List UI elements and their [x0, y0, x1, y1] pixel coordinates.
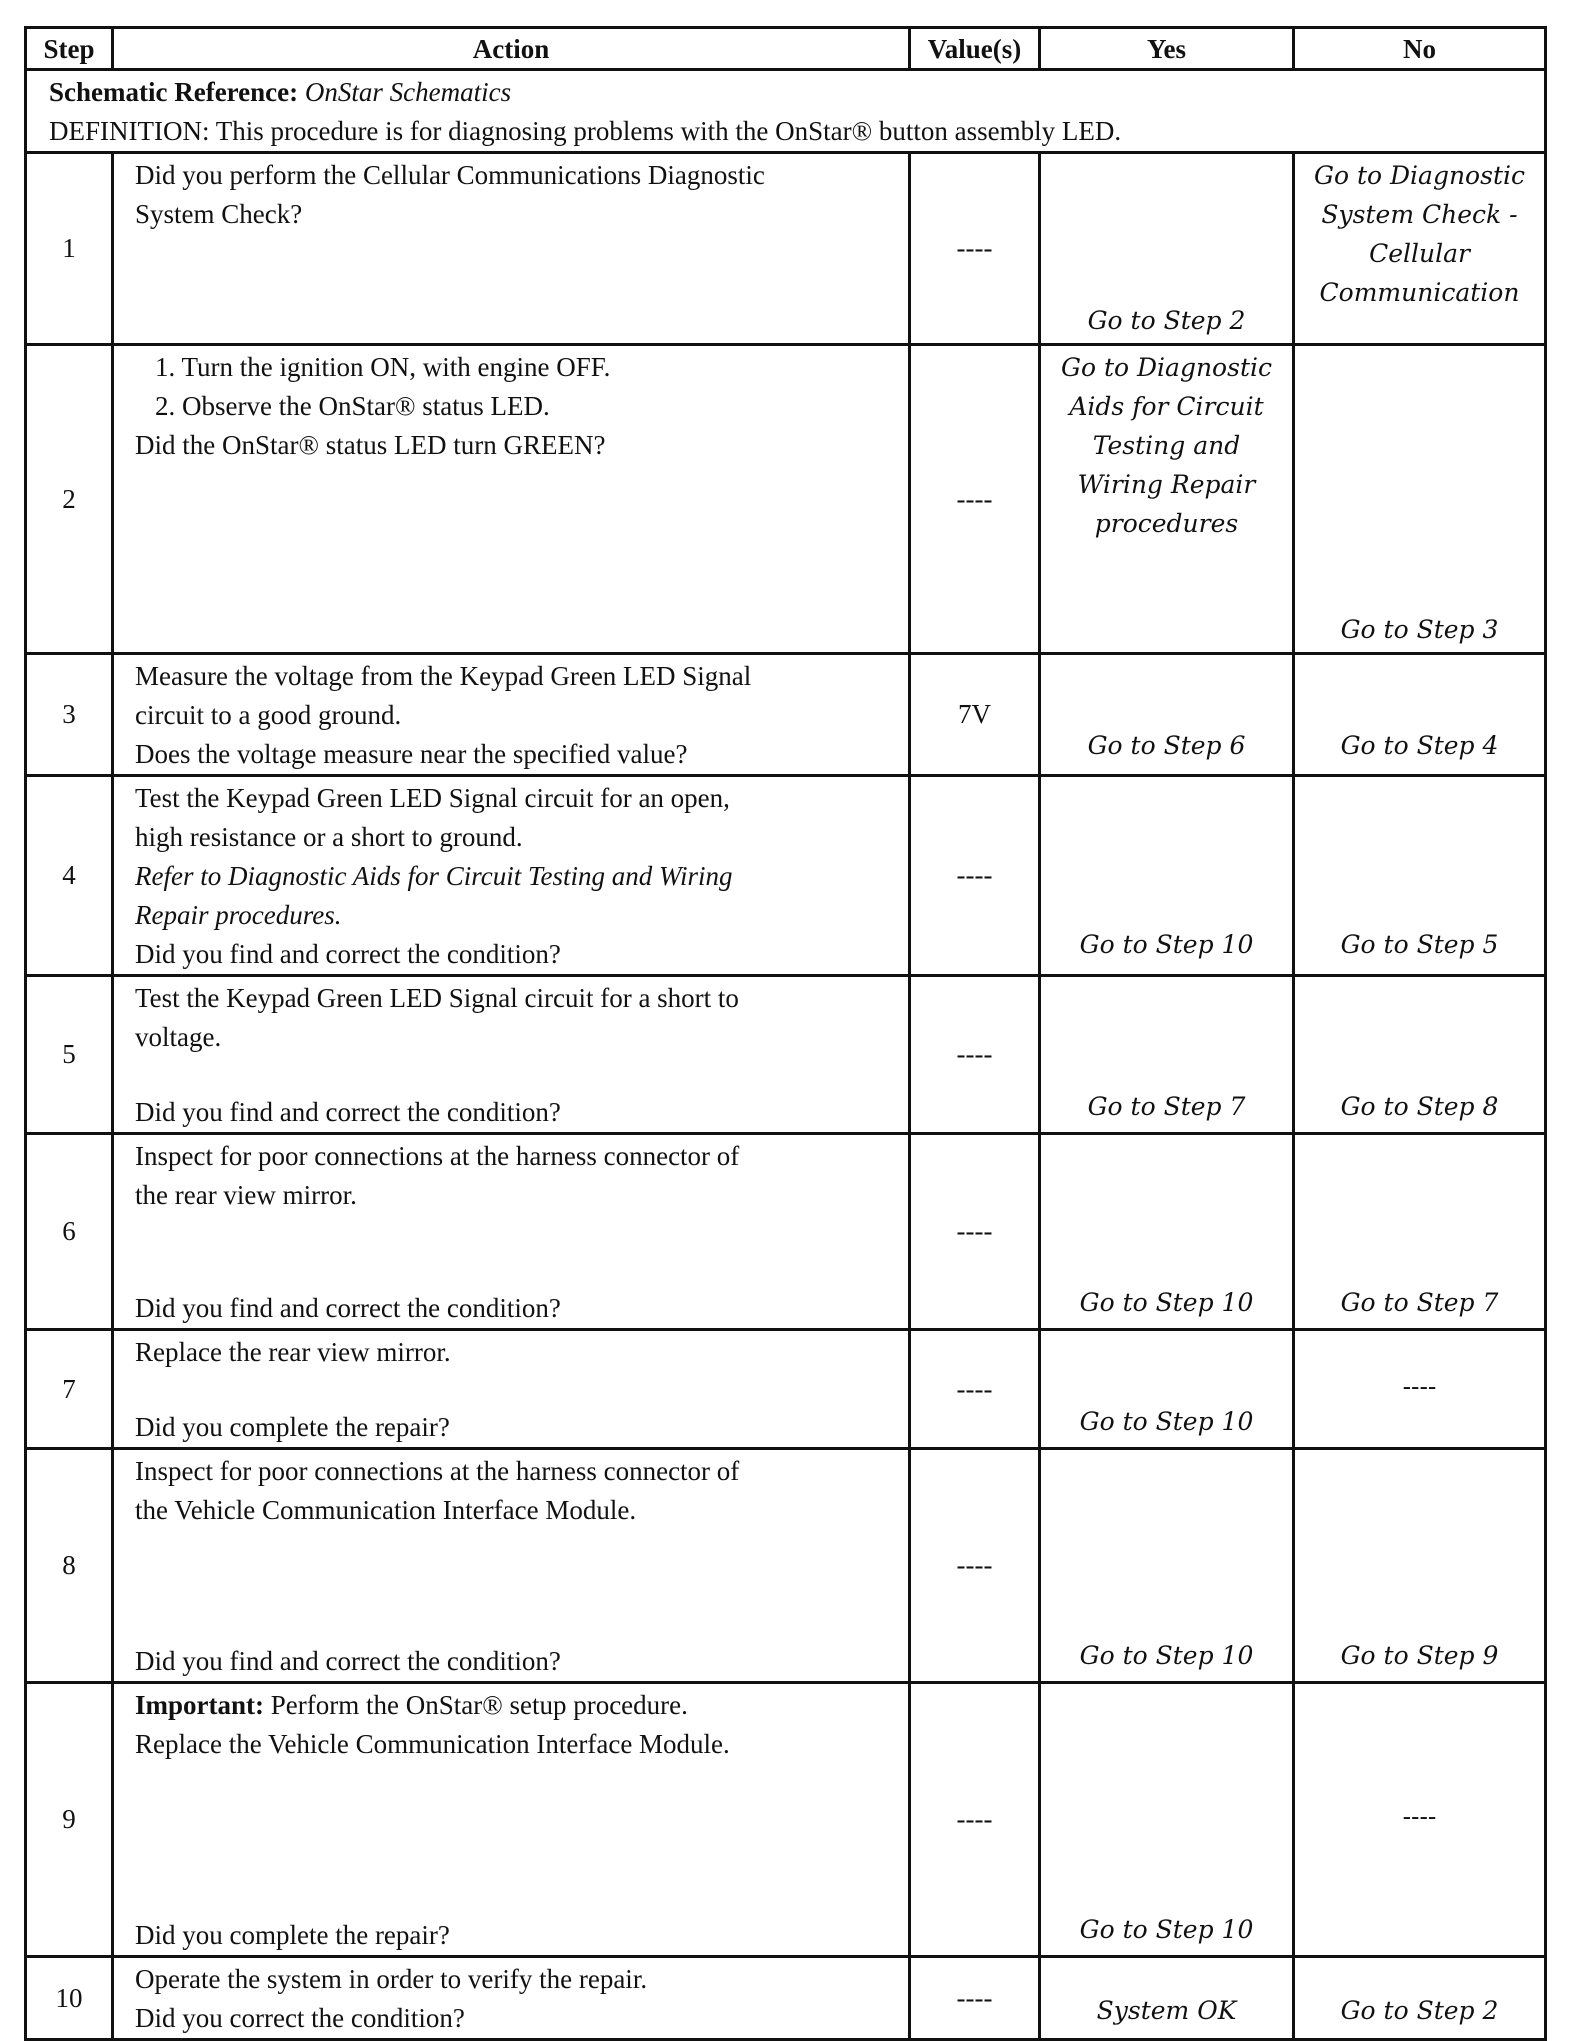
yes-text: Go to Step 10	[1079, 1288, 1254, 1317]
action-cell	[113, 1683, 910, 1957]
header-yes: Yes	[1040, 28, 1294, 70]
action-line: Measure the voltage from the Keypad Green LED Signal	[135, 661, 752, 691]
yes-text: Go to Step 10	[1079, 1915, 1254, 1944]
action-line: Did you find and correct the condition?	[135, 1646, 561, 1676]
action-line: the rear view mirror.	[135, 1180, 357, 1210]
no-cell	[1294, 1957, 1546, 2040]
no-cell	[1294, 776, 1546, 976]
value-cell: ----	[910, 1449, 1040, 1683]
action-cell	[113, 153, 910, 345]
definition-cell	[26, 70, 1546, 153]
action-line: Replace the rear view mirror.	[135, 1337, 451, 1367]
header-no: No	[1294, 28, 1546, 70]
action-cell	[113, 1957, 910, 2040]
step-number: 5	[26, 976, 113, 1134]
schematic-reference	[49, 73, 1544, 112]
action-line: Refer to Diagnostic Aids for Circuit Testing and Wiring	[135, 861, 733, 891]
step-number: 4	[26, 776, 113, 976]
no-cell	[1294, 654, 1546, 776]
header-action: Action	[113, 28, 910, 70]
no-text: Go to Step 8	[1340, 1092, 1499, 1121]
no-text: ----	[1402, 1802, 1437, 1831]
step-number: 9	[26, 1683, 113, 1957]
yes-cell	[1040, 1449, 1294, 1683]
action-line: System Check?	[135, 199, 303, 229]
yes-cell	[1040, 1330, 1294, 1449]
yes-text: System OK	[1096, 1996, 1237, 2025]
action-line: Did you find and correct the condition?	[135, 1293, 561, 1323]
table-row	[26, 654, 1546, 776]
action-cell	[113, 776, 910, 976]
action-cell	[113, 1330, 910, 1449]
action-line: Inspect for poor connections at the harness connector of	[135, 1141, 740, 1171]
action-line: Repair procedures.	[135, 900, 342, 930]
action-cell	[113, 976, 910, 1134]
action-line: Did the OnStar® status LED turn GREEN?	[135, 430, 606, 460]
step-number: 1	[26, 153, 113, 345]
no-cell	[1294, 976, 1546, 1134]
value-cell: ----	[910, 776, 1040, 976]
value-cell: ----	[910, 1957, 1040, 2040]
yes-cell	[1040, 345, 1294, 654]
step-number: 8	[26, 1449, 113, 1683]
table-row	[26, 1330, 1546, 1449]
action-line: Did you correct the condition?	[135, 2003, 465, 2033]
action-line: Did you find and correct the condition?	[135, 1097, 561, 1127]
important-label: Important:	[135, 1690, 264, 1720]
yes-cell	[1040, 1134, 1294, 1330]
schematic-label: Schematic Reference:	[49, 77, 299, 107]
step-number: 7	[26, 1330, 113, 1449]
action-line: Replace the Vehicle Communication Interface Module.	[135, 1729, 730, 1759]
yes-text: Go to Step 10	[1079, 1407, 1254, 1436]
step-number: 10	[26, 1957, 113, 2040]
no-text: Go to Step 9	[1340, 1641, 1499, 1670]
action-line: voltage.	[135, 1022, 222, 1052]
table-row	[26, 345, 1546, 654]
yes-text: Go to Step 7	[1087, 1092, 1246, 1121]
action-line: the Vehicle Communication Interface Module.	[135, 1495, 637, 1525]
table-row	[26, 1449, 1546, 1683]
value-cell: ----	[910, 1683, 1040, 1957]
table-row	[26, 976, 1546, 1134]
action-line: Did you complete the repair?	[135, 1412, 450, 1442]
value-cell: 7V	[910, 654, 1040, 776]
table-row	[26, 1957, 1546, 2040]
action-line: Does the voltage measure near the specified value?	[135, 739, 688, 769]
yes-text: Go to Diagnostic Aids for Circuit Testing and Wiring Repair procedures	[1061, 353, 1272, 538]
value-cell: ----	[910, 976, 1040, 1134]
no-text: Go to Diagnostic System Check - Cellular Communication	[1314, 161, 1525, 307]
step-number: 6	[26, 1134, 113, 1330]
yes-cell	[1040, 1957, 1294, 2040]
action-cell	[113, 1449, 910, 1683]
yes-text: Go to Step 2	[1087, 306, 1246, 335]
action-line: Operate the system in order to verify the repair.	[135, 1964, 648, 1994]
header-row	[26, 28, 1546, 70]
value-cell: ----	[910, 345, 1040, 654]
value-cell: ----	[910, 1134, 1040, 1330]
yes-cell	[1040, 776, 1294, 976]
action-line: circuit to a good ground.	[135, 700, 402, 730]
action-line: high resistance or a short to ground.	[135, 822, 523, 852]
no-cell	[1294, 1449, 1546, 1683]
header-values: Value(s)	[910, 28, 1040, 70]
no-cell	[1294, 345, 1546, 654]
action-line: 1. Turn the ignition ON, with engine OFF.	[155, 352, 611, 382]
table-row	[26, 1134, 1546, 1330]
no-cell	[1294, 153, 1546, 345]
no-text: Go to Step 3	[1340, 615, 1499, 644]
action-cell	[113, 345, 910, 654]
table-row	[26, 153, 1546, 345]
table-row	[26, 776, 1546, 976]
no-cell	[1294, 1330, 1546, 1449]
no-text: ----	[1402, 1371, 1437, 1401]
value-cell: ----	[910, 153, 1040, 345]
action-line: Inspect for poor connections at the harness connector of	[135, 1456, 740, 1486]
yes-cell	[1040, 153, 1294, 345]
action-cell	[113, 1134, 910, 1330]
yes-text: Go to Step 10	[1079, 930, 1254, 959]
definition-row	[26, 70, 1546, 153]
no-text: Go to Step 7	[1340, 1288, 1499, 1317]
no-text: Go to Step 2	[1340, 1996, 1499, 2025]
schematic-link: OnStar Schematics	[304, 77, 512, 107]
step-number: 2	[26, 345, 113, 654]
yes-cell	[1040, 654, 1294, 776]
action-line: Did you perform the Cellular Communications Diagnostic	[135, 160, 765, 190]
step-number: 3	[26, 654, 113, 776]
yes-text: Go to Step 6	[1087, 731, 1246, 760]
no-text: Go to Step 4	[1340, 731, 1499, 760]
no-cell	[1294, 1683, 1546, 1957]
yes-text: Go to Step 10	[1079, 1641, 1254, 1670]
yes-cell	[1040, 976, 1294, 1134]
action-line: Test the Keypad Green LED Signal circuit for a short to	[135, 983, 739, 1013]
action-cell	[113, 654, 910, 776]
table-row	[26, 1683, 1546, 1957]
action-line: Did you find and correct the condition?	[135, 939, 561, 969]
definition-text: DEFINITION: This procedure is for diagnosing problems with the OnStar® button assembly LED.	[49, 116, 1122, 146]
header-step: Step	[26, 28, 113, 70]
yes-cell	[1040, 1683, 1294, 1957]
no-text: Go to Step 5	[1340, 930, 1499, 959]
action-line: Perform the OnStar® setup procedure.	[270, 1690, 688, 1720]
diagnostic-table	[24, 26, 1547, 2041]
action-line: Test the Keypad Green LED Signal circuit for an open,	[135, 783, 730, 813]
action-line: Did you complete the repair?	[135, 1920, 450, 1950]
no-cell	[1294, 1134, 1546, 1330]
action-line: 2. Observe the OnStar® status LED.	[155, 391, 550, 421]
value-cell: ----	[910, 1330, 1040, 1449]
